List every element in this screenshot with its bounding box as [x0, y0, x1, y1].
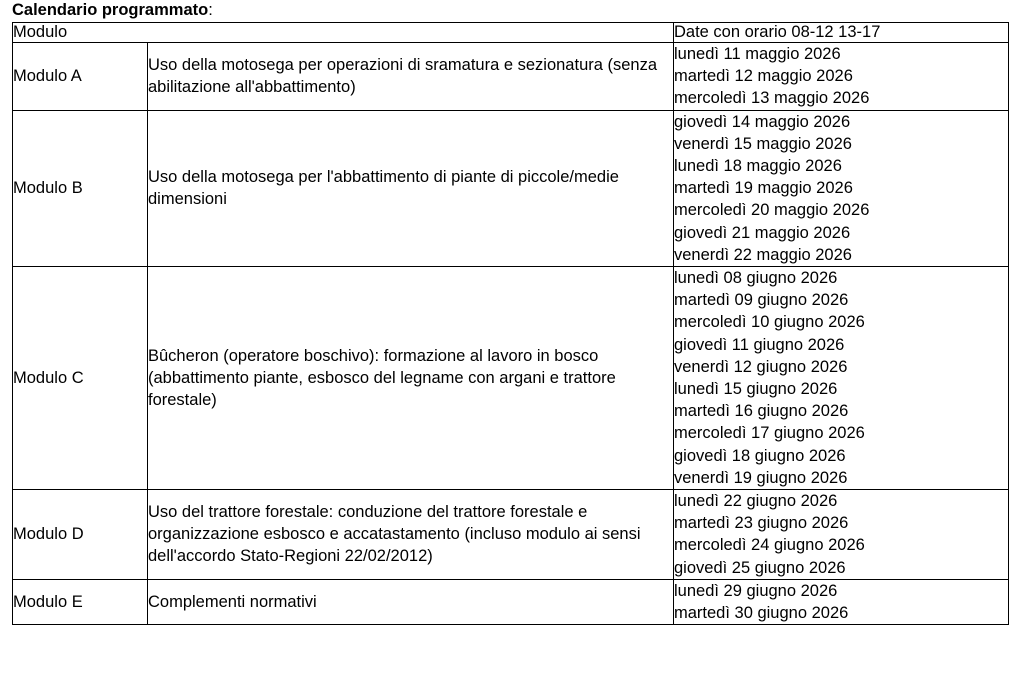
cell-module-dates	[674, 43, 1009, 111]
date-line: martedì 12 maggio 2026	[674, 67, 853, 86]
column-header-modulo: Modulo	[13, 23, 674, 43]
table-body	[13, 43, 1009, 625]
table-row	[13, 490, 1009, 580]
page-title-colon: :	[208, 1, 213, 19]
date-line: martedì 09 giugno 2026	[674, 291, 849, 310]
table-header-row	[13, 23, 1009, 43]
date-line: venerdì 15 maggio 2026	[674, 134, 852, 153]
date-line: mercoledì 20 maggio 2026	[674, 201, 870, 220]
table-row	[13, 267, 1009, 490]
cell-module-dates	[674, 267, 1009, 490]
date-line: lunedì 08 giugno 2026	[674, 269, 838, 288]
cell-module-name: Modulo A	[13, 43, 148, 111]
column-header-dates: Date con orario 08-12 13-17	[674, 23, 1009, 43]
date-line: venerdì 19 giugno 2026	[674, 468, 848, 487]
date-line: lunedì 11 maggio 2026	[674, 45, 841, 63]
cell-module-dates	[674, 110, 1009, 266]
cell-module-name: Modulo E	[13, 579, 148, 624]
date-line: mercoledì 24 giugno 2026	[674, 536, 865, 555]
date-line: martedì 23 giugno 2026	[674, 514, 849, 533]
date-line: lunedì 15 giugno 2026	[674, 380, 838, 399]
cell-module-description: Uso della motosega per operazioni di sramatura e sezionatura (senza abilitazione all'abbattimento)	[148, 43, 674, 111]
cell-module-dates	[674, 579, 1009, 624]
date-line: giovedì 14 maggio 2026	[674, 112, 851, 131]
cell-module-name: Modulo C	[13, 267, 148, 490]
date-line: martedì 16 giugno 2026	[674, 402, 849, 421]
date-line: lunedì 29 giugno 2026	[674, 581, 838, 600]
date-line: mercoledì 17 giugno 2026	[674, 424, 865, 443]
date-line: mercoledì 10 giugno 2026	[674, 313, 865, 332]
page-title	[12, 1, 213, 20]
cell-module-description: Complementi normativi	[148, 579, 674, 624]
date-line: lunedì 18 maggio 2026	[674, 157, 842, 176]
cell-module-description: Bûcheron (operatore boschivo): formazione al lavoro in bosco (abbattimento piante, esbosco del legname con argani e trattore forestale)	[148, 267, 674, 490]
cell-module-description: Uso della motosega per l'abbattimento di piante di piccole/medie dimensioni	[148, 110, 674, 266]
cell-module-name: Modulo D	[13, 490, 148, 580]
cell-module-name: Modulo B	[13, 110, 148, 266]
cell-module-dates	[674, 490, 1009, 580]
table-row	[13, 110, 1009, 266]
date-line: giovedì 25 giugno 2026	[674, 558, 846, 577]
date-line: martedì 19 maggio 2026	[674, 179, 853, 198]
date-line: venerdì 22 maggio 2026	[674, 245, 852, 264]
date-line: mercoledì 13 maggio 2026	[674, 89, 870, 108]
date-line: giovedì 21 maggio 2026	[674, 223, 851, 242]
date-line: venerdì 12 giugno 2026	[674, 357, 848, 376]
calendar-table	[12, 22, 1009, 625]
date-line: giovedì 18 giugno 2026	[674, 446, 846, 465]
date-line: martedì 30 giugno 2026	[674, 604, 849, 623]
cell-module-description: Uso del trattore forestale: conduzione del trattore forestale e organizzazione esbosco e accatastamento (incluso modulo ai sensi dell'accordo Stato-Regioni 22/02/2012)	[148, 490, 674, 580]
date-line: lunedì 22 giugno 2026	[674, 492, 838, 511]
table-row	[13, 43, 1009, 111]
page-title-text: Calendario programmato	[12, 1, 209, 19]
table-header	[13, 23, 1009, 43]
date-line: giovedì 11 giugno 2026	[674, 335, 845, 354]
table-row	[13, 579, 1009, 624]
